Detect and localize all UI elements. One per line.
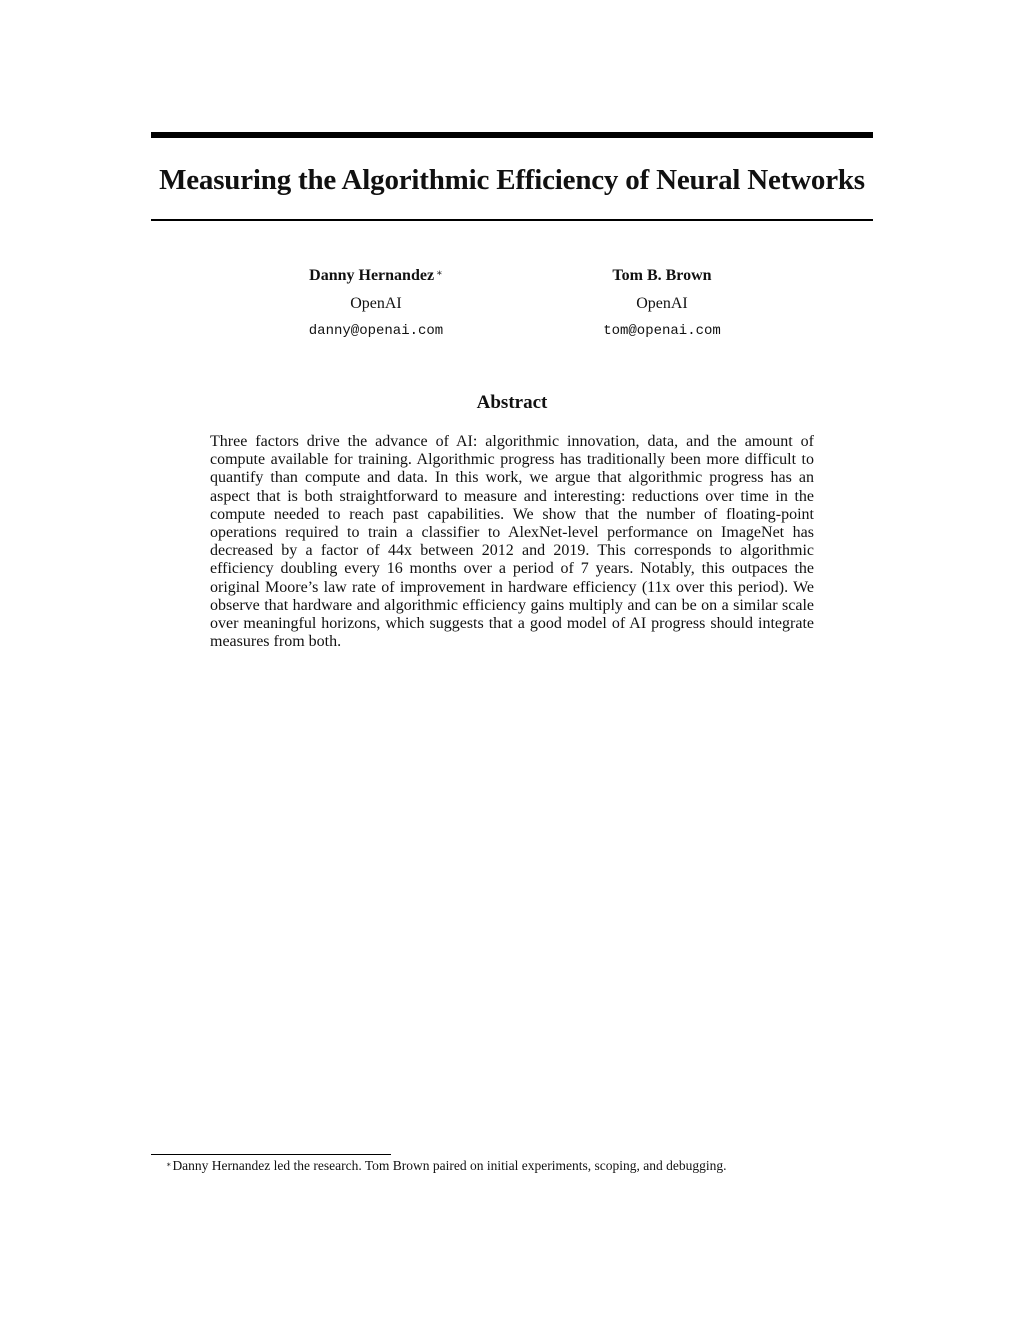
author-name-line — [532, 265, 792, 287]
author-block-1 — [246, 265, 506, 341]
author-name-line — [246, 265, 506, 287]
footnote-rule — [151, 1154, 391, 1155]
author-affiliation: OpenAI — [350, 295, 402, 312]
abstract-body: Three factors drive the advance of AI: algorithmic innovation, data, and the amount of compute available for training. Algorithmic progress has traditionally been more difficult to quantify than compute and data. In this work, we argue that algorithmic progress has an aspect that is both straightforward to measure and interesting: reductions over time in the compute needed to reach past capabilities. We show that the number of floating-point operations required to train a classifier to AlexNet-level performance on ImageNet has decreased by a factor of 44x between 2012 and 2019. This corresponds to algorithmic efficiency doubling every 16 months over a period of 7 years. Notably, this outpaces the original Moore’s law rate of improvement in hardware efficiency (11x over this period). We observe that hardware and algorithmic efficiency gains multiply and can be on a similar scale over meaningful horizons, which suggests that a good model of AI progress should integrate measures from both. — [210, 433, 814, 651]
footnote-marker: ∗ — [166, 1160, 172, 1169]
author-affiliation: OpenAI — [636, 295, 688, 312]
author-block-2 — [532, 265, 792, 341]
paper-title: Measuring the Algorithmic Efficiency of Neural Networks — [159, 164, 865, 196]
author-email: danny@openai.com — [308, 323, 444, 339]
abstract-heading: Abstract — [476, 392, 548, 413]
footnote-text: Danny Hernandez led the research. Tom Brown paired on initial experiments, scoping, and debugging. — [172, 1158, 727, 1173]
title-top-rule — [151, 132, 873, 138]
author-footnote-marker: ∗ — [436, 268, 443, 279]
author-email: tom@openai.com — [603, 323, 721, 339]
title-bottom-rule — [151, 219, 873, 221]
author-name: Tom B. Brown — [612, 267, 712, 284]
footnote — [166, 1157, 866, 1175]
author-name: Danny Hernandez — [309, 267, 435, 284]
